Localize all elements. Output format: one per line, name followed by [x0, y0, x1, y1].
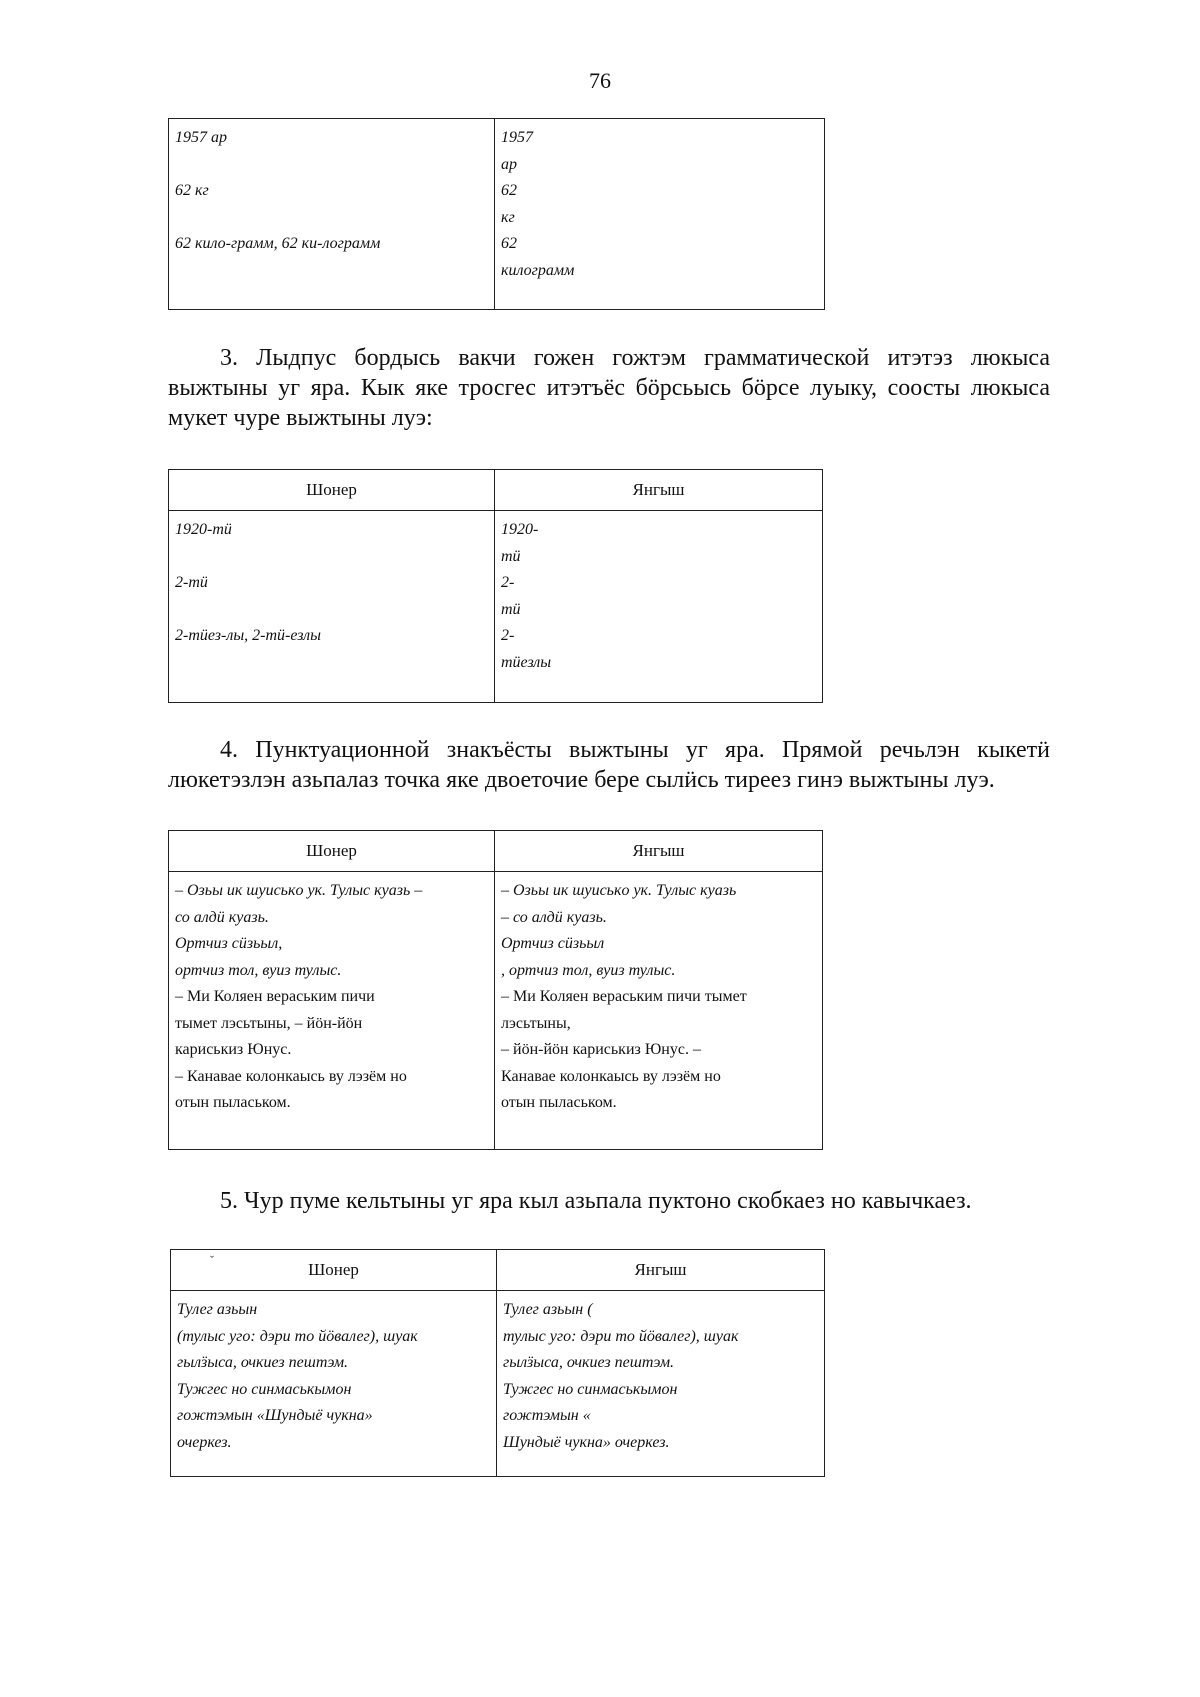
table4-header-correct: Шонер [171, 1250, 497, 1291]
cell-line: , ортчиз тол, вуиз тулыс. [501, 961, 676, 979]
table2-left-cell [169, 511, 495, 703]
table2-header-correct: Шонер [169, 470, 495, 511]
cell-line [175, 650, 488, 677]
cell-line: 1920- [501, 521, 539, 538]
cell-line: 62 [501, 182, 517, 199]
cell-line: гылӟыса, очкиез пештэм. [503, 1354, 675, 1371]
cell-line: тӥезлы [501, 653, 552, 671]
table-brackets-quotes [170, 1249, 825, 1477]
table1-left-cell [169, 119, 495, 310]
cell-line: 1957 ар [175, 129, 227, 146]
cell-line [175, 258, 488, 285]
cell-line: 62 кило-грамм, 62 ки-лограмм [175, 235, 381, 252]
cell-line: – Канавае колонкаысь ву лэзём но [175, 1067, 407, 1085]
table3-left-cell [169, 872, 495, 1150]
cell-line: со алдӥ куазь. [175, 908, 269, 926]
cell-line: тымет лэсьтыны, – йöн-йöн [175, 1014, 363, 1032]
cell-line: кариськиз Юнус. [175, 1041, 292, 1058]
cell-line [175, 597, 488, 624]
cell-line: – йöн-йöн кариськиз Юнус. – [501, 1041, 701, 1058]
table2-header-wrong: Янгыш [495, 470, 823, 511]
cell-line: тӥ [501, 547, 521, 565]
cell-line [175, 544, 488, 571]
table-direct-speech [168, 830, 823, 1150]
cell-line: отын пыласьком. [175, 1094, 291, 1111]
table1-right-cell [495, 119, 825, 310]
table2-right-cell [495, 511, 823, 703]
cell-line: – Озьы ик шуиськo ук. Тулыс куазь [501, 882, 737, 899]
table-numbers-with-units [168, 118, 825, 310]
cell-line: ар [501, 155, 517, 173]
cell-line: 62 кг [175, 182, 209, 199]
cell-line: гожтэмын «Шундыё чукна» [177, 1407, 373, 1424]
stray-mark: ˇ [210, 1253, 214, 1267]
cell-line: – со алдӥ куазь. [501, 908, 607, 926]
cell-line: Тужгес но синмаськымон [177, 1380, 352, 1398]
cell-line: – Ми Коляен вераським пичи тымет [501, 988, 747, 1005]
cell-line: 62 [501, 235, 517, 252]
cell-line: 1957 [501, 129, 533, 146]
cell-line: очеркез. [177, 1433, 232, 1451]
cell-line [175, 152, 488, 179]
cell-line: 2- [501, 574, 515, 591]
table4-header-wrong: Янгыш [497, 1250, 825, 1291]
cell-line: 2-тӥ [175, 574, 208, 591]
cell-line: Тулег азьын ( [503, 1301, 593, 1318]
cell-line: тулыс уго: дэри то йöвалег), шуак [503, 1327, 739, 1345]
cell-line: гылӟыса, очкиез пештэм. [177, 1354, 349, 1371]
cell-line: тӥ [501, 600, 521, 618]
cell-line: Ортчиз сӥзьыл, [175, 935, 283, 952]
cell-line: гожтэмын « [503, 1407, 591, 1424]
cell-line: ортчиз тол, вуиз тулыс. [175, 961, 342, 979]
page-number: 76 [589, 68, 611, 93]
cell-line: Тулег азьын [177, 1301, 258, 1318]
item-3-paragraph: 3. Лыдпус бордысь вакчи гожен гожтэм грамматической итэтэз люкыса выжтыны уг яра. Кык яке тросгес итэтъёс бöрсьысь бöрсе луыку, сoосты люкыса мукет чуре выжтыны луэ: [168, 345, 1050, 431]
item-4-paragraph: 4. Пунктуационной знакъёсты выжтыны уг яра. Прямой речьлэн кыкетӥ люкетэзлэн азьпалаз точка яке двоеточие бере сылӥсь тиреез гинэ выжтыны луэ. [168, 737, 1050, 793]
cell-line [175, 205, 488, 232]
cell-line: (тулыс уго: дэри то йöвалег), шуак [177, 1327, 418, 1345]
table3-header-wrong: Янгыш [495, 831, 823, 872]
cell-line: отын пыласьком. [501, 1094, 617, 1111]
cell-line: – Озьы ик шуиськo ук. Тулыс куазь – [175, 882, 423, 899]
table3-right-cell [495, 872, 823, 1150]
cell-line: лэсьтыны, [501, 1014, 571, 1032]
cell-line: – Ми Коляен вераським пичи [175, 988, 375, 1005]
cell-line: 1920-тӥ [175, 521, 232, 538]
table3-header-correct: Шонер [169, 831, 495, 872]
table4-left-cell [171, 1291, 497, 1477]
table-ordinal-numbers [168, 469, 823, 703]
cell-line: Канавае колонкаысь ву лэзём но [501, 1067, 721, 1085]
cell-line: 2-тӥез-лы, 2-тӥ-езлы [175, 627, 321, 644]
table4-right-cell [497, 1291, 825, 1477]
cell-line: кг [501, 208, 515, 226]
item-5-paragraph: 5. Чур пуме кельтыны уг яра кыл азьпала пуктоно скобкаез но кавычкаез. [220, 1188, 972, 1214]
cell-line: килограмм [501, 261, 575, 279]
cell-line: Ортчиз сӥзьыл [501, 935, 605, 952]
cell-line: Тужгес но синмаськымон [503, 1380, 678, 1398]
cell-line: 2- [501, 627, 515, 644]
cell-line: Шундыё чукна» очеркез. [503, 1433, 670, 1451]
